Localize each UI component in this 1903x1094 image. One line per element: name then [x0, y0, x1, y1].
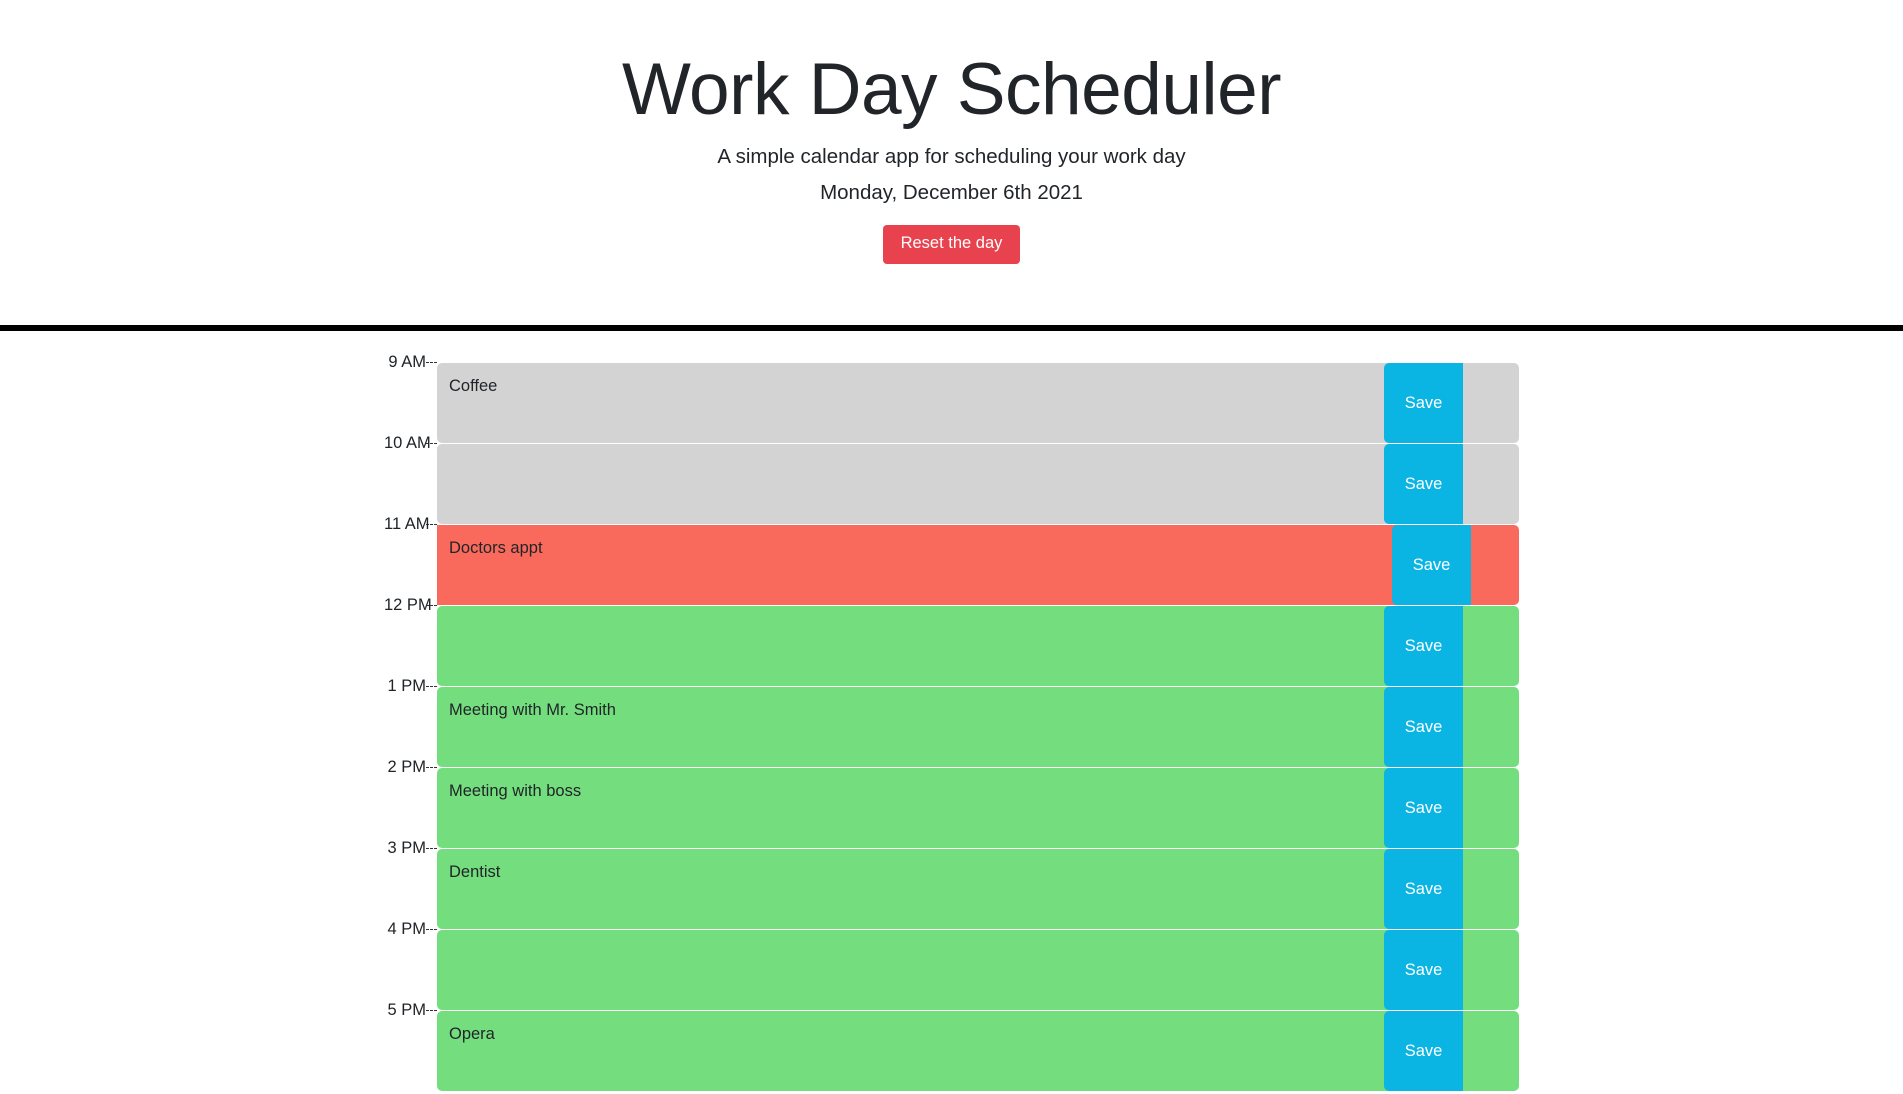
- event-description-input[interactable]: [437, 606, 1384, 686]
- event-description-input[interactable]: [437, 930, 1384, 1010]
- time-block-body-future: [437, 1011, 1519, 1091]
- event-description-input[interactable]: [437, 1011, 1384, 1091]
- event-description-input[interactable]: [437, 849, 1384, 929]
- hour-rule: [426, 362, 437, 363]
- page-title: Work Day Scheduler: [621, 49, 1282, 130]
- time-block-body-present: [437, 525, 1519, 605]
- hour-label: 10 AM: [384, 434, 431, 453]
- save-button[interactable]: Save: [1384, 849, 1463, 929]
- time-block: [384, 434, 1519, 524]
- time-block-body-future: [437, 687, 1519, 767]
- time-block-body-future: [437, 930, 1519, 1010]
- save-button[interactable]: Save: [1384, 768, 1463, 848]
- hour-rule: [426, 686, 437, 687]
- time-block-body-future: [437, 606, 1519, 686]
- save-button[interactable]: Save: [1384, 930, 1463, 1010]
- time-block: [384, 839, 1519, 929]
- scheduler: [384, 331, 1519, 1091]
- time-block: [384, 1001, 1519, 1091]
- save-button[interactable]: Save: [1384, 444, 1463, 524]
- save-button[interactable]: Save: [1384, 1011, 1463, 1091]
- hour-label: 3 PM: [387, 839, 426, 858]
- hour-label: 9 AM: [388, 353, 426, 372]
- event-description-input[interactable]: [437, 768, 1384, 848]
- time-block: [384, 353, 1519, 443]
- save-button[interactable]: Save: [1384, 363, 1463, 443]
- reset-day-button[interactable]: Reset the day: [883, 225, 1021, 265]
- page-header: [0, 0, 1903, 294]
- save-button[interactable]: Save: [1392, 525, 1471, 605]
- save-button[interactable]: Save: [1384, 687, 1463, 767]
- hour-rule: [426, 929, 437, 930]
- time-block-body-future: [437, 768, 1519, 848]
- save-button[interactable]: Save: [1384, 606, 1463, 686]
- page-subtitle: A simple calendar app for scheduling your work day: [717, 144, 1186, 168]
- time-block-body-past: [437, 363, 1519, 443]
- hour-label: 1 PM: [387, 677, 426, 696]
- hour-rule: [426, 767, 437, 768]
- event-description-input[interactable]: [437, 363, 1384, 443]
- time-block-body-past: [437, 444, 1519, 524]
- hour-label: 12 PM: [384, 596, 432, 615]
- hour-label: 5 PM: [387, 1001, 426, 1020]
- event-description-input[interactable]: [437, 687, 1384, 767]
- time-block: [384, 677, 1519, 767]
- hour-label: 11 AM: [384, 515, 430, 534]
- hour-rule: [426, 848, 437, 849]
- hour-label: 4 PM: [387, 920, 426, 939]
- event-description-input[interactable]: [437, 525, 1392, 605]
- time-block: [384, 515, 1519, 605]
- time-block: [384, 758, 1519, 848]
- event-description-input[interactable]: [437, 444, 1384, 524]
- current-day: Monday, December 6th 2021: [820, 180, 1083, 204]
- time-block: [384, 920, 1519, 1010]
- time-block-body-future: [437, 849, 1519, 929]
- hour-rule: [426, 1010, 437, 1011]
- hour-label: 2 PM: [387, 758, 426, 777]
- time-block: [384, 596, 1519, 686]
